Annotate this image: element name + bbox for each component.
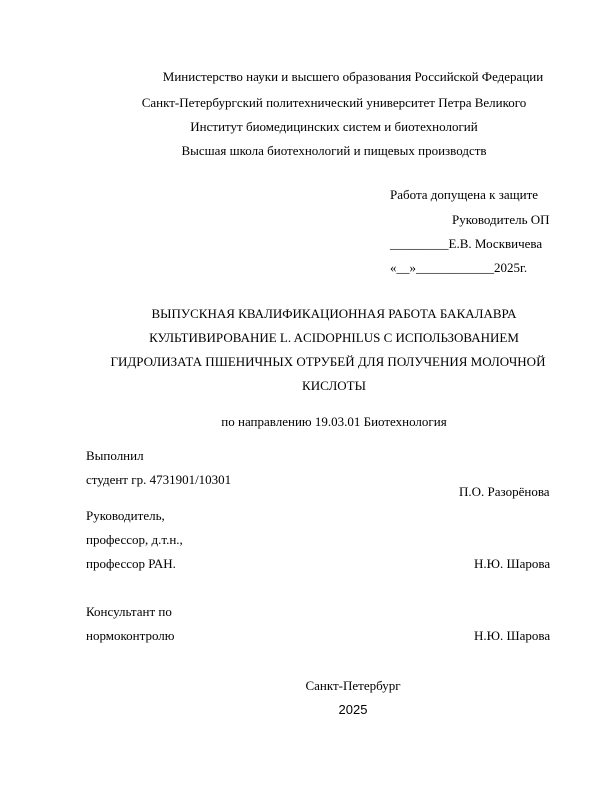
ministry-line: Министерство науки и высшего образования Российской Федерации [162, 69, 544, 84]
institute-line: Институт биомедицинских систем и биотехнологий [190, 119, 478, 134]
signature-blank: _________ [390, 236, 449, 251]
thesis-title-line-1: КУЛЬТИВИРОВАНИЕ L. ACIDOPHILUS С ИСПОЛЬЗОВАНИЕМ [149, 330, 519, 345]
thesis-title-line-3: КИСЛОТЫ [302, 378, 366, 393]
thesis-title-line-2: ГИДРОЛИЗАТА ПШЕНИЧНЫХ ОТРУБЕЙ ДЛЯ ПОЛУЧЕНИЯ МОЛОЧНОЙ [110, 354, 546, 369]
school-line: Высшая школа биотехнологий и пищевых производств [181, 143, 487, 158]
supervisor-title: профессор РАН. [86, 556, 176, 571]
city: Санкт-Петербург [305, 678, 401, 693]
approval-date: «__»____________2025г. [390, 260, 528, 275]
supervisor-name: Н.Ю. Шарова [474, 556, 551, 571]
university-line: Санкт-Петербургский политехнический университет Петра Великого [141, 95, 527, 110]
signature-name: Е.В. Москвичева [448, 236, 543, 251]
supervisor-degree: профессор, д.т.н., [86, 532, 183, 547]
performer-group: студент гр. 4731901/10301 [86, 472, 232, 487]
consultant-name: Н.Ю. Шарова [474, 628, 551, 643]
approval-admitted: Работа допущена к защите [390, 187, 539, 202]
performer-name: П.О. Разорёнова [459, 484, 550, 499]
study-direction: по направлению 19.03.01 Биотехнология [221, 414, 447, 429]
year: 2025 [338, 702, 368, 717]
performer-label: Выполнил [86, 448, 144, 463]
supervisor-label: Руководитель, [86, 508, 165, 523]
consultant-role: нормоконтролю [86, 628, 175, 643]
consultant-label: Консультант по [86, 604, 172, 619]
thesis-type: ВЫПУСКНАЯ КВАЛИФИКАЦИОННАЯ РАБОТА БАКАЛАВРА [151, 306, 517, 321]
approval-signature [390, 237, 542, 250]
approval-head: Руководитель ОП [452, 212, 550, 227]
